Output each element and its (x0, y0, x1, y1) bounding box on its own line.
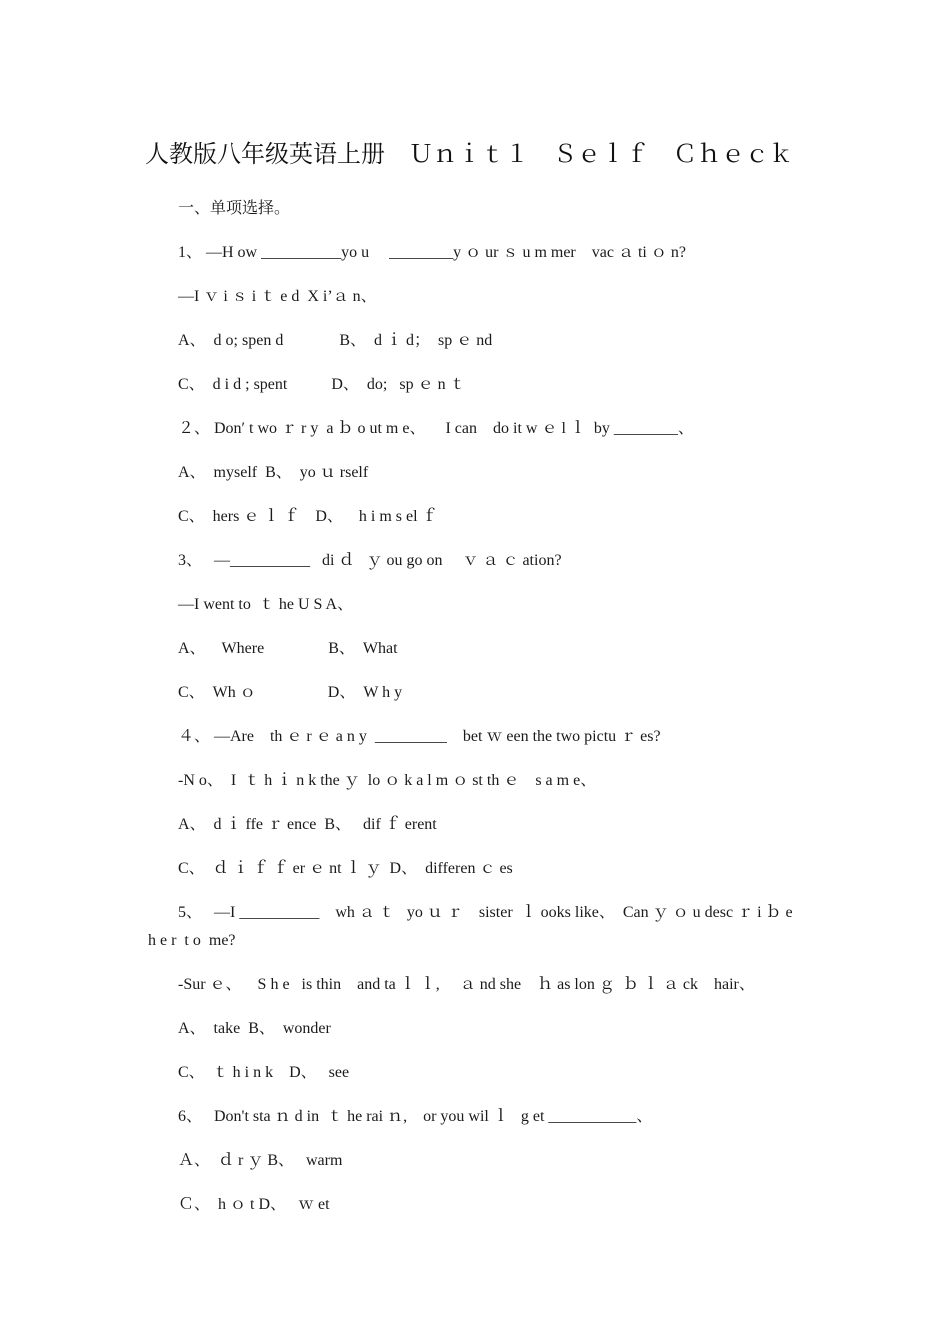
question-5-continued: h e r t o me? (148, 932, 236, 949)
question-2-options-cd: C、 hers ｅ ｌ ｆ D、 h i m s el ｆ (178, 508, 438, 525)
question-2: ２、 Don′ t wo ｒ r y a ｂ o ut m e、 I can do it w ｅ l ｌ by ________、 (178, 420, 694, 437)
question-3-answer: —I went to ｔ he U S A、 (178, 596, 354, 613)
question-6: 6、 Don't sta ｎ d in ｔ he rai ｎ, or you wil ｌ g et ___________、 (178, 1108, 653, 1125)
question-5-options-cd: C、 ｔ h i n k D、 see (178, 1064, 350, 1081)
question-4-options-ab: A、 d ｉ ffe ｒ ence B、 dif ｆ erent (178, 816, 437, 833)
question-1-answer: —I ｖ i ｓ i ｔ e d X i’ａ n、 (178, 288, 377, 305)
question-6-options-ab: Ａ、 ｄ r ｙ B、 warm (178, 1152, 343, 1169)
document-title: 人教版八年级英语上册 Ｕｎｉｔ１ Ｓｅｌｆ Ｃｈｅｃｋ (145, 140, 793, 168)
question-3-options-cd: C、 Wh ｏ D、 W h y (178, 684, 403, 701)
question-6-options-cd: Ｃ、 h ｏ t D、 ｗ et (178, 1196, 330, 1213)
question-3: 3、 —__________ di ｄ ｙ ou go on ｖ ａ ｃ ation? (178, 552, 562, 569)
question-1: 1、 —H ow __________yo u ________y ｏ ur ｓ u m mer vac ａ ti ｏ n? (178, 244, 686, 261)
question-3-options-ab: A、 Where B、 What (178, 640, 398, 657)
question-5-options-ab: A、 take B、 wonder (178, 1020, 331, 1037)
question-1-options-ab: A、 d o; spen d B、 d ｉ d； sp ｅ nd (178, 332, 493, 349)
question-4-answer: -N o、 I ｔ h ｉ n k the ｙ lo ｏ k a l m ｏ st th ｅ s a m e、 (178, 772, 597, 789)
question-4: ４、 —Are th ｅ r ｅ a n y _________ bet ｗ een the two pictu ｒ es? (178, 728, 661, 745)
question-1-options-cd: C、 d i d ; spent D、 do; sp ｅ n ｔ (178, 376, 466, 393)
question-2-options-ab: A、 myself B、 yo ｕ rself (178, 464, 369, 481)
section-heading: 一、单项选择。 (178, 200, 291, 217)
question-4-options-cd: C、 ｄ ｉ ｆ ｆ er ｅ nt ｌ ｙ D、 differen ｃ es (178, 860, 513, 877)
question-5-answer: -Sur ｅ、 S h e is thin and ta ｌ ｌ, ａ nd she ｈ as lon ｇ ｂ ｌ ａ ck hair、 (178, 976, 755, 993)
question-5: 5、 —I __________ wh ａ ｔ yo ｕ ｒ sister ｌ ooks like、 Can ｙ ｏ u desc ｒ i ｂ e (178, 904, 793, 921)
